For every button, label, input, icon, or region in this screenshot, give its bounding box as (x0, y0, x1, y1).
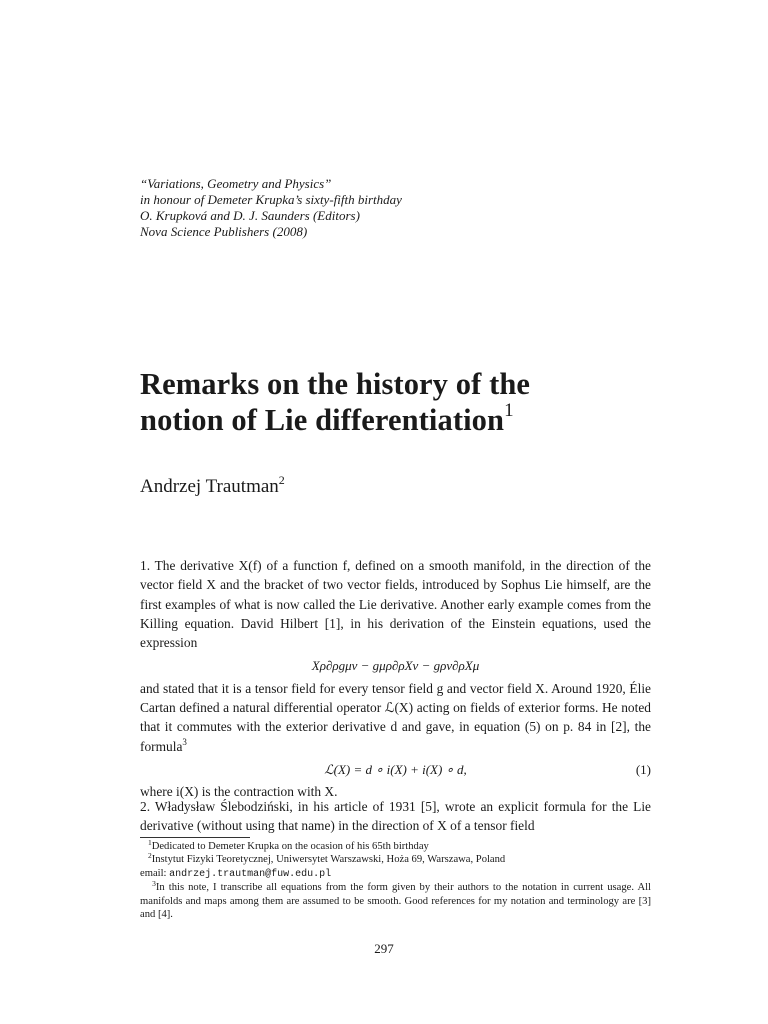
section-1 (140, 556, 651, 802)
footnote-3-text: In this note, I transcribe all equations from the form given by their authors to the notation in current usage. All manifolds and maps among them are assumed to be smooth. Good references for my notation and terminology are [3] and [4]. (140, 882, 651, 921)
title-line-1: Remarks on the history of the (140, 367, 531, 401)
footnote-3 (140, 881, 651, 921)
section-1-para-b: and stated that it is a tensor field for every tensor field g and vector field X. Around 1920, Élie Cartan defined a natural differential operator ℒ(X) acting on fields of exterior forms. He noted that it commutes with the exterior derivative d and gave, in equation (5) on p. 84 in [2], the formula (140, 680, 651, 754)
title-line-2-wrap (140, 402, 700, 438)
page-number: 297 (374, 941, 394, 956)
footnote-email (140, 867, 651, 881)
equation-1-number: (1) (635, 761, 651, 777)
para-b-footnote-mark: 3 (182, 736, 187, 747)
title-footnote-mark: 1 (504, 400, 514, 421)
title-line-2: notion of Lie differentiation (140, 403, 505, 437)
footnote-1-text: Dedicated to Demeter Krupka on the ocasion of his 65th birthday (151, 841, 429, 852)
footnote-2-text: Instytut Fizyki Teoretycznej, Uniwersytet Warszawski, Hoża 69, Warszawa, Poland (151, 854, 506, 866)
footnotes (140, 840, 651, 921)
section-1-para-b-wrap (140, 679, 651, 756)
publication-header (140, 176, 660, 240)
equation-1-body: ℒ(X) = d ∘ i(X) + i(X) ∘ d, (324, 761, 467, 777)
author-line (140, 473, 285, 498)
author-name: Andrzej Trautman (140, 476, 279, 497)
email-address[interactable]: andrzej.trautman@fuw.edu.pl (169, 868, 332, 880)
email-label: email: (140, 867, 170, 879)
section-2 (140, 797, 651, 836)
section-2-para: 2. Władysław Ślebodziński, in his article of 1931 [5], wrote an explicit formula for the Lie derivative (without using that name) in the direction of X of a tensor field (140, 799, 651, 834)
header-line-4: Nova Science Publishers (2008) (140, 224, 308, 239)
footnote-rule (140, 837, 250, 838)
display-expression: Xρ∂ρgμν − gμρ∂ρXν − gρν∂ρXμ (311, 658, 480, 674)
section-1-para-c: where i(X) is the contraction with X. (140, 784, 338, 800)
footnote-3-mark: 3 (152, 879, 156, 889)
paper-title (140, 366, 700, 438)
header-line-1: “Variations, Geometry and Physics” (140, 176, 332, 191)
footnote-1-mark: 1 (147, 838, 152, 847)
footnote-1 (140, 840, 651, 853)
header-line-2: in honour of Demeter Krupka’s sixty-fifth birthday (140, 192, 402, 207)
footnote-2-mark: 2 (147, 851, 152, 861)
equation-1 (140, 760, 651, 779)
author-footnote-mark: 2 (278, 473, 285, 487)
header-line-3: O. Krupková and D. J. Saunders (Editors) (140, 208, 360, 223)
section-1-para-a: 1. The derivative X(f) of a function f, defined on a smooth manifold, in the direction of the vector field X and the bracket of two vector fields, introduced by Sophus Lie himself, are the first examples of what is now called the Lie derivative. Another early example comes from the Killing equation. David Hilbert [1], in his derivation of the Einstein equations, used the expression (140, 558, 651, 651)
footnote-2 (140, 853, 651, 866)
